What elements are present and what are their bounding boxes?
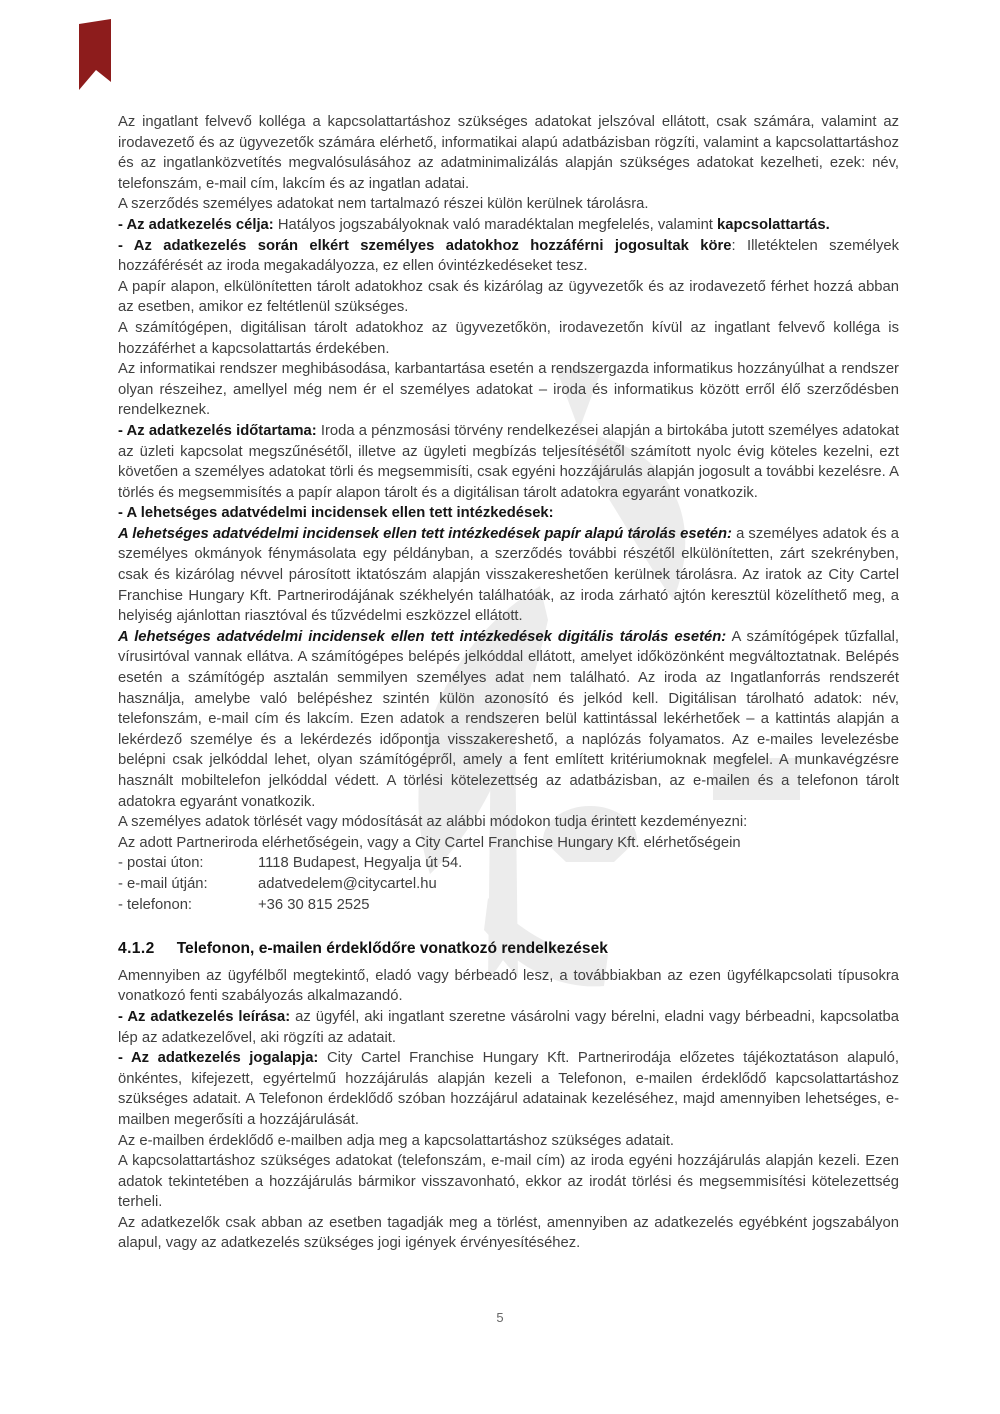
paragraph: [118, 966, 899, 1007]
text-segment: a személyes adatok és a személyes okmányok fénymásolata egy példányban, a szerződés további részétől elkülönítetten, zárt szekrényben, csak és kizárólag névvel párosított iktatószám alapján visszakereshetően kerülnek tárolásra. Az iratok az City Cartel Franchise Hungary Kft. Partnerirodájának székhelyén találhatóak, az iroda zárható ajtón keresztül közelíthető meg, a helyiség ajánlottan riasztóval és tűzvédelmi eszközzel ellátott.: [118, 525, 899, 625]
section-heading: [118, 939, 899, 960]
paragraph: [118, 1213, 899, 1254]
text-segment: A személyes adatok törlését vagy módosítását az alábbi módokon tudja érintett kezdeményezni:: [118, 814, 748, 831]
text-segment: A számítógépek tűzfallal, vírusirtóval vannak ellátva. A számítógépes belépés jelkóddal ellátott, amelyet időközönként megváltoztatnak. Belépés esetén a számítógép asztalán semmilyen személyes adat nem található. Az iroda az Ingatlanforrás rendszerét használja, amelybe való belépéshez szintén külön azonosító és jelkód kell. Digitálisan tárolható adatok: név, telefonszám, e-mail cím és lakcím. Ezen adatok a rendszeren belül kattintással lekérhetőek – a kattintás alapján a lekérdező személye és a lekérdezés időpontja visszakereshető, a naplózás folyamatos. Az e-mailes levelezésbe belépni csak jelkóddal lehet, olyan számítógépről, amely a fent említett kritériumoknak megfelel. A munkavégzésre használt mobiltelefon jelkóddal védett. A törlési kötelezettség az adatbázisban, az e-mailen és a telefonon tárolt adatokra egyaránt vonatkozik.: [118, 628, 899, 810]
paragraph: [118, 277, 899, 318]
paragraph: [118, 359, 899, 421]
contact-label: - telefonon:: [118, 896, 193, 913]
text-segment: Az informatikai rendszer meghibásodása, karbantartása esetén a rendszergazda informatikus hozzányúlhat a rendszer olyan részeihez, amellyel még nem ér el személyes adatokat – iroda és informatikus között erről élő szerződésben rendelkeznek.: [118, 361, 899, 419]
text-segment: az ügyfél, aki ingatlant szeretne vásárolni vagy bérelni, eladni vagy bérbeadni, kapcsolatba lép az adatkezelővel, aki rögzíti az adatait.: [118, 1008, 899, 1046]
text-segment: - Az adatkezelés célja:: [118, 216, 274, 233]
paragraph: [118, 236, 899, 277]
text-segment: Iroda a pénzmosási törvény rendelkezései alapján a birtokába jutott személyes adatokat az üzleti kapcsolat megszűnésétől, illetve az ügyleti megbízás teljesítésétől számított nyolc évig köteles kezelni, ezt követően a személyes adatokat törli és megsemmisíti, csak egyéni hozzájárulás alapján jogosult a további kezelésre. A törlés és megsemmisítés a papír alapon tárolt és a digitálisan tárolt adatokra egyaránt vonatkozik.: [118, 422, 899, 501]
paragraph: [118, 194, 899, 215]
text-segment: Az ingatlant felvevő kolléga a kapcsolattartáshoz szükséges adatokat jelszóval ellátott, csak számára, valamint az irodavezető és az ügyvezetők számára elérhető, informatikai alapú adatbázisban rögzíti, valamint a kapcsolattartáshoz és az ingatlanközvetítés megvalósulásához az adatminimalizálás alapján szükséges adatokat kezelheti, ezek: név, telefonszám, e-mail cím, lakcím és az ingatlan adatai.: [118, 114, 899, 192]
paragraph: [118, 421, 899, 503]
contact-value: adatvedelem@citycartel.hu: [258, 875, 437, 892]
text-segment: kapcsolattartás.: [717, 216, 830, 233]
paragraph: [118, 1007, 899, 1048]
paragraph: [118, 318, 899, 359]
text-segment: Hatályos jogszabályoknak való maradéktalan megfelelés, valamint: [273, 216, 718, 233]
paragraph: [118, 1048, 899, 1130]
text-segment: Az e-mailben érdeklődő e-mailben adja meg a kapcsolattartáshoz szükséges adatait.: [118, 1132, 675, 1149]
contact-value: +36 30 815 2525: [258, 896, 370, 913]
paragraph: [118, 503, 899, 524]
text-segment: A lehetséges adatvédelmi incidensek ellen tett intézkedések papír alapú tárolás esetén:: [118, 525, 732, 542]
text-segment: City Cartel Franchise Hungary Kft. Partnerirodája előzetes tájékoztatáson alapuló, önkéntes, kifejezett, egyértelmű hozzájárulás alapján kezeli a Telefonon, e-mailen érdeklődő kapcsolattartáshoz szükséges adatait. A Telefonon érdeklődő szóban hozzájárul adatainak kezeléséhez, majd amennyiben lehetséges, e-mailben megerősíti a hozzájárulását.: [118, 1050, 899, 1128]
text-segment: Az adott Partneriroda elérhetőségein, vagy a City Cartel Franchise Hungary Kft. elérhetőségein: [118, 834, 741, 851]
contact-row: [118, 895, 899, 916]
paragraph: [118, 1131, 899, 1152]
section-title: Telefonon, e-mailen érdeklődőre vonatkozó rendelkezések: [176, 940, 608, 958]
text-segment: - Az adatkezelés leírása:: [118, 1008, 291, 1025]
text-segment: - Az adatkezelés jogalapja:: [118, 1050, 319, 1067]
paragraph: [118, 215, 899, 236]
text-segment: A kapcsolattartáshoz szükséges adatokat (telefonszám, e-mail cím) az iroda egyéni hozzájárulás alapján kezeli. Ezen adatok tekintetében a hozzájárulás bármikor visszavonható, ekkor az irodát törlési és megsemmisítési kötelezettség terheli.: [118, 1153, 899, 1211]
text-segment: A számítógépen, digitálisan tárolt adatokhoz az ügyvezetőkön, irodavezetőn kívül az ingatlant felvevő kolléga is hozzáférhet a kapcsolattartás érdekében.: [118, 319, 899, 357]
paragraph: [118, 112, 899, 194]
paragraph: [118, 627, 899, 812]
section-number: 4.1.2: [118, 940, 155, 958]
text-segment: : Illetéktelen személyek hozzáférését az iroda megakadályozza, ez ellen óvintézkedéseket tesz.: [118, 237, 899, 275]
document-body: [118, 112, 899, 1254]
contact-label: - e-mail útján:: [118, 875, 208, 892]
brand-corner-ribbon-icon: [79, 19, 111, 105]
contact-row: [118, 853, 899, 874]
paragraph: [118, 833, 899, 854]
contact-row: [118, 874, 899, 895]
paragraph: [118, 1151, 899, 1213]
text-segment: A papír alapon, elkülönítetten tárolt adatokhoz csak és kizárólag az ügyvezetők és az irodavezető férhet hozzá abban az esetben, amikor ez feltétlenül szükséges.: [118, 278, 899, 316]
text-segment: Amennyiben az ügyfélből megtekintő, eladó vagy bérbeadó lesz, a továbbiakban az ezen ügyfélkapcsolati típusokra vonatkozó fenti szabályozás alkalmazandó.: [118, 967, 899, 1005]
contact-label: - postai úton:: [118, 855, 204, 872]
text-segment: Az adatkezelők csak abban az esetben tagadják meg a törlést, amennyiben az adatkezelés egyébként jogszabályon alapul, vagy az adatkezelés szükséges jogi igények érvényesítéséhez.: [118, 1214, 899, 1252]
page-number: 5: [496, 1310, 504, 1325]
text-segment: - Az adatkezelés során elkért személyes adatokhoz hozzáférni jogosultak köre: [118, 237, 732, 254]
paragraph: [118, 524, 899, 627]
text-segment: - A lehetséges adatvédelmi incidensek ellen tett intézkedések:: [118, 505, 554, 522]
contact-value: 1118 Budapest, Hegyalja út 54.: [258, 855, 463, 872]
paragraph: [118, 812, 899, 833]
text-segment: A lehetséges adatvédelmi incidensek ellen tett intézkedések digitális tárolás esetén:: [118, 628, 727, 645]
text-segment: A szerződés személyes adatokat nem tartalmazó részei külön kerülnek tárolásra.: [118, 196, 649, 213]
text-segment: - Az adatkezelés időtartama:: [118, 422, 317, 439]
